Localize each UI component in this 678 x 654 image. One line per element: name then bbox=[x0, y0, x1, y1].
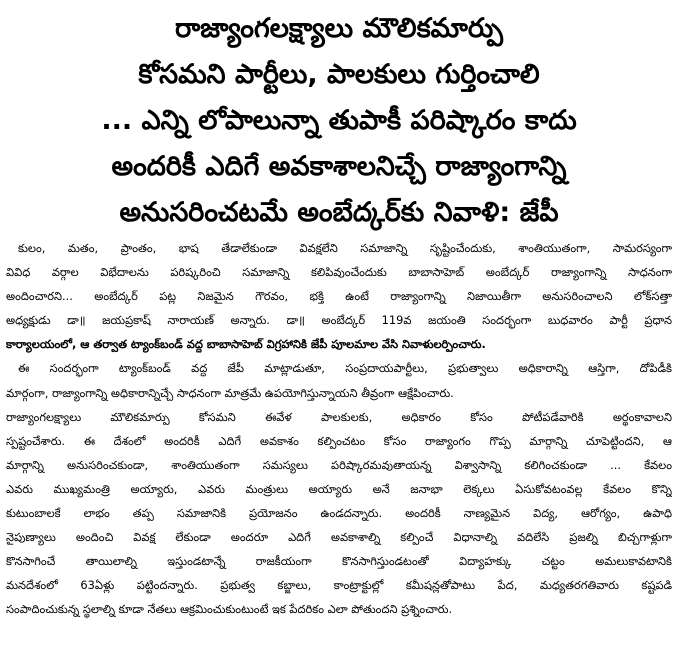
text-line: మార్గంగా, రాజ్యాంగాన్ని అధికారాన్నిచ్చే సాధనంగా మాత్రమే ఉపయోగిస్తున్నాయని తీవ్రంగా ఆక్షేపించారు. bbox=[6, 385, 454, 400]
headline-line: కోసమని పార్టీలు, పాలకులు గుర్తించాలి bbox=[138, 59, 540, 90]
text-line: స్పష్టంచేశారు. ఈ దేశంలో అందరికీ ఎదిగే అవకాశం కల్పించటం కోసం రాజ్యాంగం గొప్ప మార్గాన్ని చూపెట్టిందని, ఆ bbox=[6, 433, 672, 448]
headline-line: అనుసరించటమే అంబేద్కర్‌కు నివాళి: జేపీ bbox=[119, 197, 559, 228]
headline-line: ... ఎన్ని లోపాలున్నా తుపాకీ పరిష్కారం కాదు bbox=[101, 105, 577, 136]
text-line: కార్యాలయంలో, ఆ తర్వాత ట్యాంక్‌బండ్ వద్ద బాబాసాహెబ్ విగ్రహానికి జేపీ పూలమాల వేసి నివాళులర్పించారు. bbox=[6, 337, 486, 352]
article-body bbox=[6, 236, 672, 622]
text-line: రాజ్యాంగలక్ష్యాలు మౌలికమార్పు కోసమని ఈవేళ పాలకులకు, అధికారం కోసం పోటీపడేవారికి అర్థంకావాలని bbox=[6, 409, 672, 424]
headline bbox=[0, 6, 678, 236]
text-line: ఎవరు ముఖ్యమంత్రి అయ్యారు, ఎవరు మంత్రులు అయ్యారు అనే జనాభా లెక్కలు ఏసుకోవటంవల్ల కేవలం కొన్ని bbox=[6, 481, 672, 496]
text-line: వివిధ వర్గాల విభేదాలను పరిష్కరించి సమాజాన్ని కలిపివుంచేందుకు బాబాసాహెబ్ అంబేద్కర్ రాజ్యాంగాన్ని సాధనంగా bbox=[6, 265, 672, 280]
text-line: అందించారని... అంబేద్కర్ పట్ల నిజమైన గౌరవం, భక్తి ఉంటే రాజ్యాంగాన్ని నిజాయితీగా అనుసరించాలని లోక్‌సత్తా bbox=[6, 289, 672, 304]
paragraph bbox=[6, 236, 672, 356]
text-line: కుటుంబాలకే లాభం తప్ప సమాజానికి ప్రయోజనం ఉండదన్నారు. అందరికీ నాణ్యమైన విద్య, ఆరోగ్యం, ఉపాధి bbox=[6, 506, 672, 521]
headline-line: అందరికీ ఎదిగే అవకాశాలనిచ్చే రాజ్యాంగాన్ని bbox=[111, 151, 567, 182]
text-line: అధ్యక్షుడు డా॥ జయప్రకాష్ నారాయణ్ అన్నారు. డా॥ అంబేద్కర్ 119వ జయంతి సందర్భంగా బుధవారం పార్టీ ప్రధాన bbox=[6, 313, 672, 328]
text-line: మార్గాన్ని అనుసరించకుండా, శాంతియుతంగా సమస్యలు పరిష్కారమవుతాయన్న విశ్వాసాన్ని కలిగించకుండా ... కేవలం bbox=[6, 457, 672, 472]
text-line: ఈ సందర్భంగా ట్యాంక్‌బండ్ వద్ద జేపీ మాట్లాడుతూ, సంప్రదాయపార్టీలు, ప్రభుత్వాలు అధికారాన్ని ఆస్తిగా, దోపిడీకి bbox=[18, 361, 672, 376]
text-line: మనదేశంలో 63ఏళ్లు పట్టిందన్నారు. ప్రభుత్వ కబ్జాలు, కాంట్రాక్టుల్లో కమీషన్లతోపాటు పేద, మధ్యతరగతివారు కష్టపడి bbox=[6, 578, 672, 593]
text-line: నైపుణ్యాలు అందించి వివక్ష లేకుండా అందరూ ఎదిగే అవకాశాల్ని కల్పించే విధానాల్ని వదిలేసి ప్రజల్ని బిచ్చగాళ్లుగా bbox=[6, 530, 672, 545]
text-line: సంపాదించుకున్న స్థలాల్ని కూడా నేతలు ఆక్రమించుకుంటుంటే ఇక పేదరికం ఎలా పోతుందని ప్రశ్నించారు. bbox=[6, 602, 453, 617]
text-line: కులం, మతం, ప్రాంతం, భాష తేడాలేకుండా వివక్షలేని సమాజాన్ని సృష్టించేందుకు, శాంతియుతంగా, సామరస్యంగా bbox=[18, 241, 672, 255]
paragraph bbox=[6, 356, 672, 621]
headline-line: రాజ్యాంగలక్ష్యాలు మౌలికమార్పు bbox=[174, 13, 504, 44]
text-line: కొనసాగించే తాయిలాల్ని ఇస్తుండటాన్నే రాజకీయంగా కొనసాగిస్తుండటంతో విద్యాహక్కు చట్టం అమలుకావటానికి bbox=[6, 554, 672, 569]
